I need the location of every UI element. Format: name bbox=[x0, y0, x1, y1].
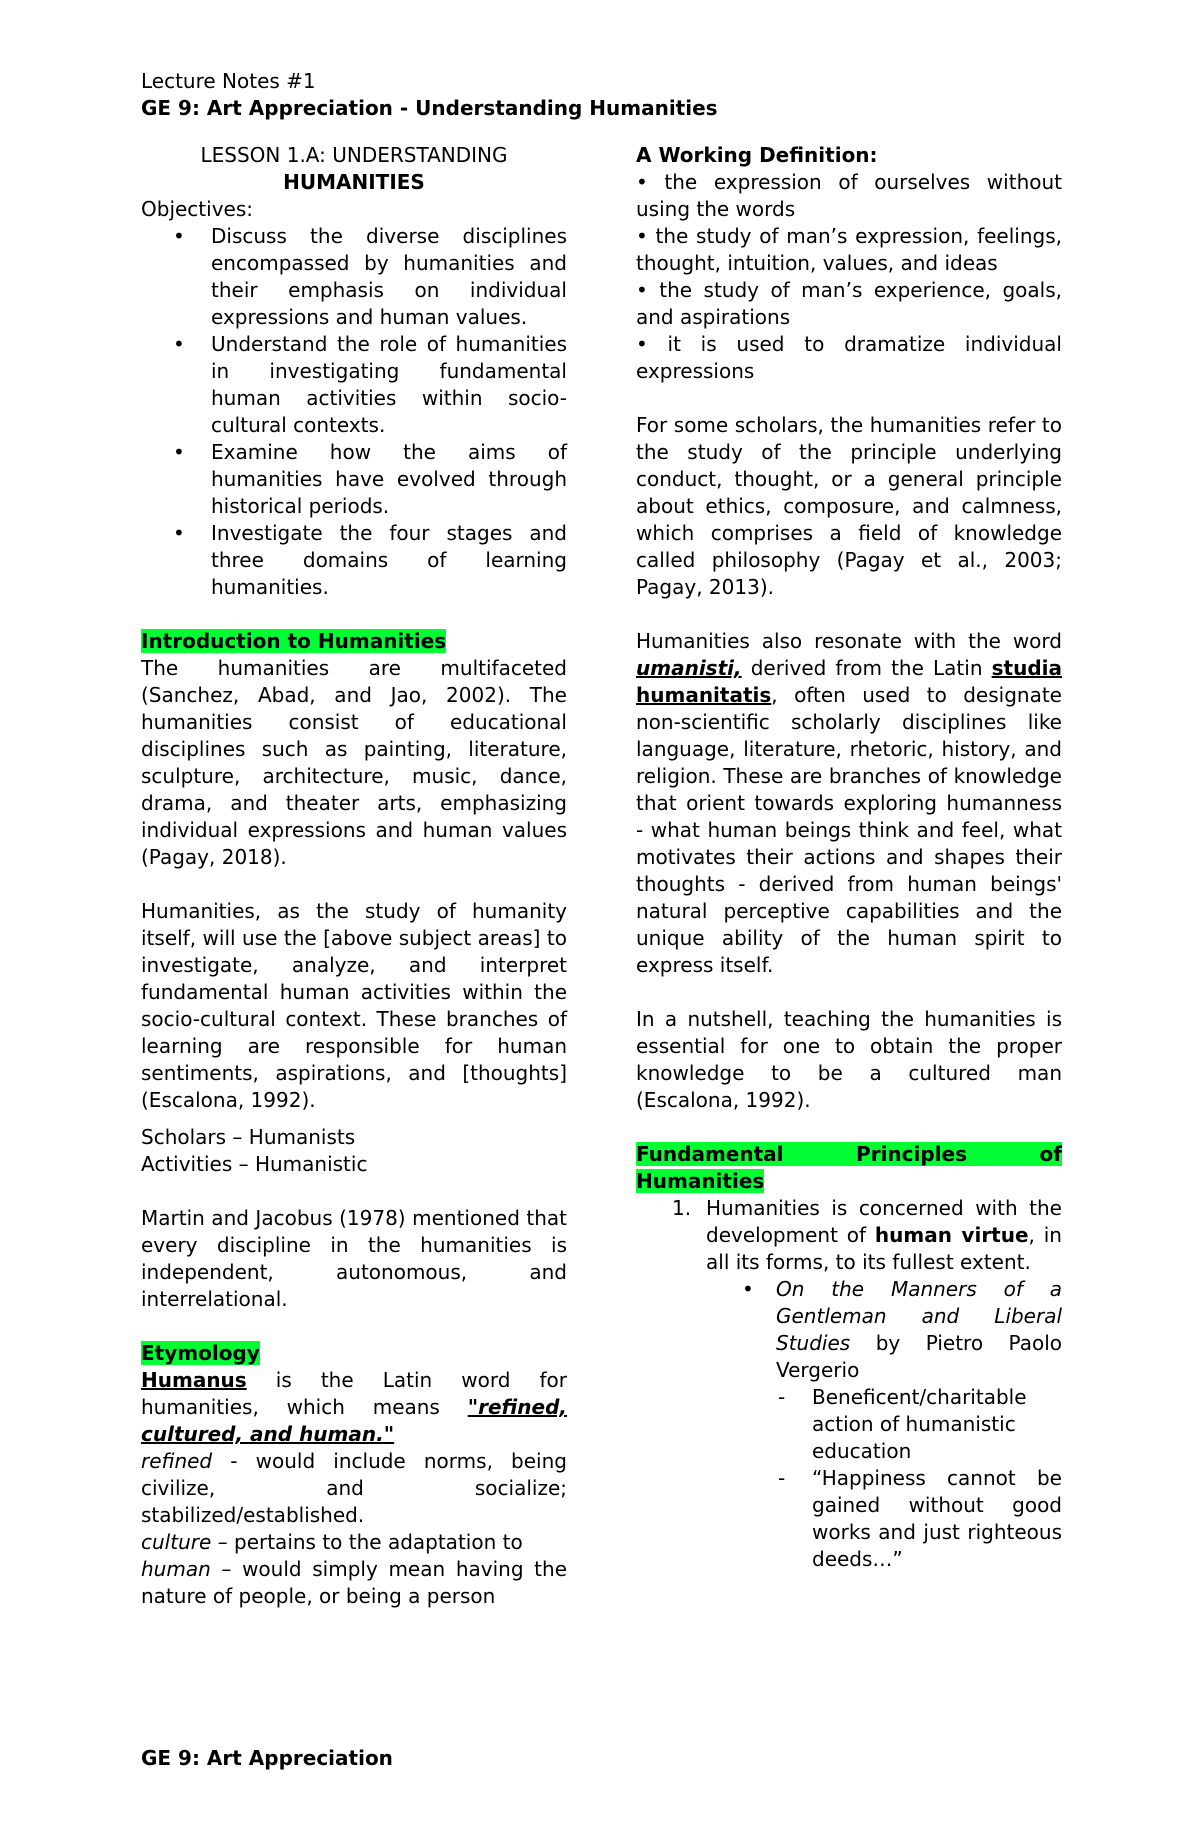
umanisti-word: umanisti, bbox=[636, 656, 742, 680]
activities-line: Activities – Humanistic bbox=[141, 1152, 368, 1176]
humanus-paragraph: Humanus is the Latin word for humanities, which means "refined, cultured, and human." bbox=[141, 1368, 567, 1446]
martin-paragraph: Martin and Jacobus (1978) mentioned that every discipline in the humanities is independent, autonomous, and interrelational. bbox=[141, 1206, 567, 1311]
umanisti-paragraph: Humanities also resonate with the word umanisti, derived from the Latin studia humanitatis, often used to designate non-scientific scholarly disciplines like language, literature, rhetoric, history, and religion. These are branches of knowledge that orient towards exploring humanness - what human beings think and feel, what motivates their actions and shapes their thoughts - derived from human beings' natural perceptive capabilities and the unique ability of the human spirit to express itself. bbox=[636, 629, 1062, 977]
right-column bbox=[636, 142, 1062, 1573]
humanus-word: Humanus bbox=[141, 1368, 247, 1392]
objectives-list bbox=[141, 223, 567, 601]
lecture-notes-title: Lecture Notes #1 bbox=[141, 69, 316, 93]
objective-item: • Discuss the diverse disciplines encompassed by humanities and their emphasis on individual expressions and human values. bbox=[211, 223, 567, 331]
definition-item: • it is used to dramatize individual expressions bbox=[636, 332, 1062, 383]
book-note: - “Happiness cannot be gained without good works and just righteous deeds…” bbox=[812, 1465, 1062, 1573]
definition-item: • the study of man’s experience, goals, and aspirations bbox=[636, 278, 1062, 329]
etymology-heading: Etymology bbox=[141, 1341, 260, 1365]
nutshell-paragraph: In a nutshell, teaching the humanities is essential for one to obtain the proper knowledge to be a cultured man (Escalona, 1992). bbox=[636, 1007, 1062, 1112]
page-header bbox=[141, 68, 1101, 122]
definition-item: • the study of man’s expression, feelings, thought, intuition, values, and ideas bbox=[636, 224, 1062, 275]
objectives-label: Objectives: bbox=[141, 197, 253, 221]
culture-definition: culture – pertains to the adaptation to bbox=[141, 1530, 523, 1554]
principle-sub-list bbox=[706, 1276, 1062, 1573]
principles-list bbox=[636, 1195, 1062, 1573]
lesson-title-line1: LESSON 1.A: UNDERSTANDING bbox=[200, 143, 508, 167]
studia-humanitatis-term: studia humanitatis bbox=[636, 656, 1062, 707]
book-notes bbox=[776, 1384, 1062, 1573]
intro-paragraph-2: Humanities, as the study of humanity itself, will use the [above subject areas] to investigate, analyze, and interpret fundamental human activities within the socio-cultural context. These branches of learning are responsible for human sentiments, aspirations, and [thoughts] (Escalona, 1992). bbox=[141, 899, 567, 1112]
working-definition-heading: A Working Definition: bbox=[636, 143, 878, 167]
left-column bbox=[141, 142, 567, 1610]
course-title: GE 9: Art Appreciation - Understanding Humanities bbox=[141, 96, 718, 120]
book-reference: • On the Manners of a Gentleman and Liberal Studies by Pietro Paolo Vergerio - Beneficent/charitable action of humanistic education - “Happiness cannot be gained without good works and just righteous deeds…” bbox=[776, 1276, 1062, 1573]
principle-item: 1. Humanities is concerned with the development of human virtue, in all its forms, to its fullest extent. • On the Manners of a Gentleman and Liberal Studies by Pietro Paolo Vergerio - Beneficent/charitable action of humanistic education - “Happiness cannot be gained without good works and just righteous deeds…” bbox=[706, 1195, 1062, 1573]
scholars-paragraph: For some scholars, the humanities refer to the study of the principle underlying conduct, thought, or a general principle about ethics, composure, and calmness, which comprises a field of knowledge called philosophy (Pagay et al., 2003; Pagay, 2013). bbox=[636, 413, 1062, 599]
objective-item: • Understand the role of humanities in investigating fundamental human activities within socio-cultural contexts. bbox=[211, 331, 567, 439]
intro-paragraph-1: The humanities are multifaceted (Sanchez, Abad, and Jao, 2002). The humanities consist of educational disciplines such as painting, literature, sculpture, architecture, music, dance, drama, and theater arts, emphasizing individual expressions and human values (Pagay, 2018). bbox=[141, 656, 567, 869]
book-note: - Beneficent/charitable action of humanistic education bbox=[812, 1384, 1062, 1465]
lesson-title-line2: HUMANITIES bbox=[283, 170, 425, 194]
refined-definition: refined - would include norms, being civilize, and socialize; stabilized/established. bbox=[141, 1449, 567, 1527]
page-footer: GE 9: Art Appreciation bbox=[141, 1746, 393, 1770]
lesson-title bbox=[141, 142, 567, 196]
definition-item: • the expression of ourselves without using the words bbox=[636, 170, 1062, 221]
objective-item: • Investigate the four stages and three domains of learning humanities. bbox=[211, 520, 567, 601]
humanus-meaning: "refined, cultured, and human." bbox=[141, 1395, 567, 1446]
human-definition: human – would simply mean having the nature of people, or being a person bbox=[141, 1557, 567, 1608]
fundamental-principles-heading: Fundamental Principles of Humanities bbox=[636, 1142, 1062, 1193]
objective-item: • Examine how the aims of humanities have evolved through historical periods. bbox=[211, 439, 567, 520]
intro-heading: Introduction to Humanities bbox=[141, 629, 447, 653]
scholars-line: Scholars – Humanists bbox=[141, 1125, 356, 1149]
